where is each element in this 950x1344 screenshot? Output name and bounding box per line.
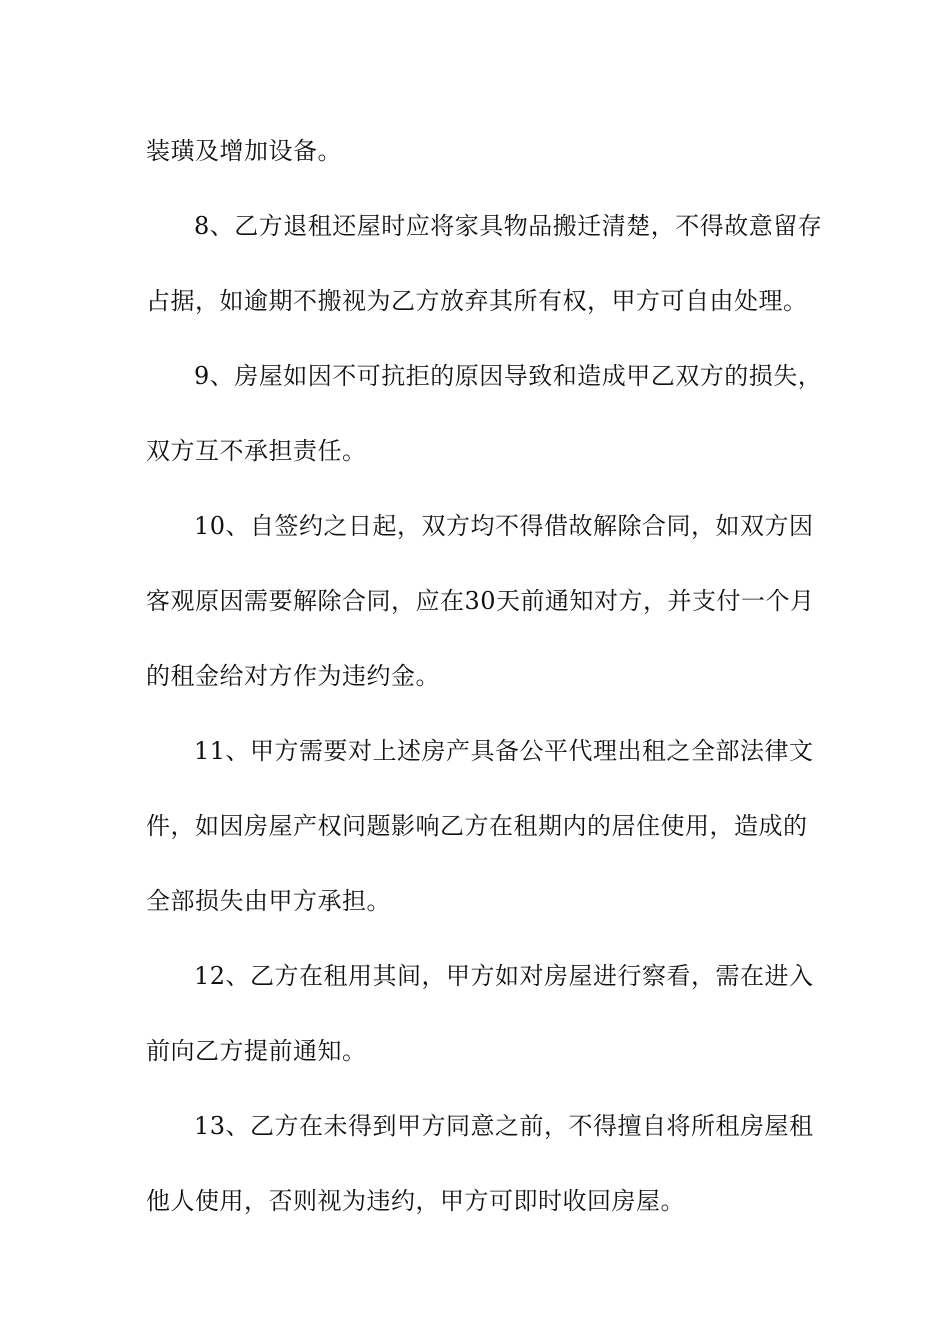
clause-13-line-1: 13、乙方在未得到甲方同意之前，不得擅自将所租房屋租 xyxy=(194,1112,814,1140)
clause-13-line-2: 他人使用，否则视为违约，甲方可即时收回房屋。 xyxy=(146,1187,685,1215)
text-line: 装璜及增加设备。 xyxy=(146,137,342,165)
clause-11-line-2: 件，如因房屋产权问题影响乙方在租期内的居住使用，造成的 xyxy=(146,812,808,840)
clause-12-line-1: 12、乙方在租用其间，甲方如对房屋进行察看，需在进入 xyxy=(194,962,814,990)
clause-11-line-3: 全部损失由甲方承担。 xyxy=(146,887,391,915)
clause-10-line-3: 的租金给对方作为违约金。 xyxy=(146,662,440,690)
clause-10-line-1: 10、自签约之日起，双方均不得借故解除合同，如双方因 xyxy=(194,512,814,540)
clause-8-line-2: 占据，如逾期不搬视为乙方放弃其所有权，甲方可自由处理。 xyxy=(146,287,808,315)
clause-9-line-2: 双方互不承担责任。 xyxy=(146,437,367,465)
clause-12-line-2: 前向乙方提前通知。 xyxy=(146,1037,367,1065)
clause-10-line-2: 客观原因需要解除合同，应在30天前通知对方，并支付一个月 xyxy=(146,587,815,615)
clause-11-line-1: 11、甲方需要对上述房产具备公平代理出租之全部法律文 xyxy=(194,737,814,765)
clause-8-line-1: 8、乙方退租还屋时应将家具物品搬迁清楚，不得故意留存 xyxy=(194,212,823,240)
clause-9-line-1: 9、房屋如因不可抗拒的原因导致和造成甲乙双方的损失， xyxy=(194,362,823,390)
